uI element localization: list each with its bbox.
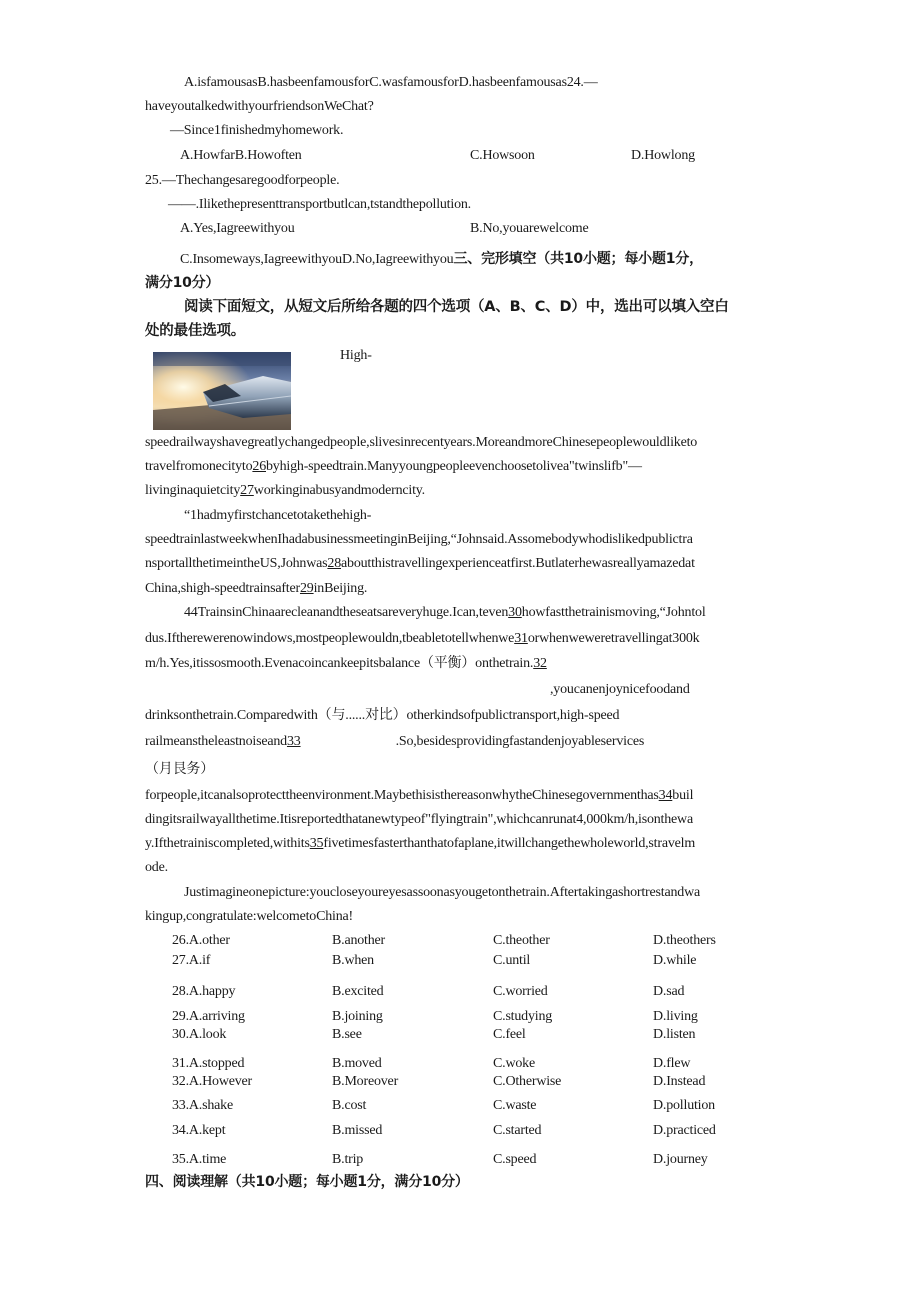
passage-text: dus.Iftherewerenowindows,mostpeoplewouldn,tbeabletotellwhenwe — [145, 631, 515, 646]
question-34-a[interactable]: 34.A.kept — [172, 1123, 226, 1138]
question-30-c[interactable]: C.feel — [493, 1027, 526, 1042]
q24-option-d: D.Howlong — [631, 148, 695, 163]
passage-text: m/h.Yes,itissosmooth.Evenacoincankeepitsbalance（平衡）onthetrain. — [145, 656, 534, 671]
passage-text: workinginabusyandmoderncity. — [253, 483, 425, 498]
question-28-d[interactable]: D.sad — [653, 984, 685, 999]
question-35-d[interactable]: D.journey — [653, 1152, 708, 1167]
section3-instruction-2: 处的最佳选项。 — [145, 323, 246, 339]
passage-text: railmeanstheleastnoiseand — [145, 734, 287, 749]
passage-line — [145, 733, 644, 751]
question-33-c[interactable]: C.waste — [493, 1098, 537, 1113]
question-32-b[interactable]: B.Moreover — [332, 1074, 399, 1089]
q25-option-cd-text: C.Insomeways,IagreewithyouD.No,Iagreewithyou — [180, 252, 454, 267]
q25-option-a: A.Yes,Iagreewithyou — [180, 221, 295, 236]
question-26-c[interactable]: C.theother — [493, 933, 550, 948]
question-30-b[interactable]: B.see — [332, 1027, 362, 1042]
passage-line: dingitsrailwayallthetime.Itisreportedthatanewtypeof"flyingtrain",whichcanrunat4,000km/h,isonthewa — [145, 812, 693, 827]
blank-28: 28 — [327, 556, 341, 571]
blank-29: 29 — [299, 581, 314, 596]
question-33-b[interactable]: B.cost — [332, 1098, 367, 1113]
passage-text: orwhenweweretravellingat300k — [527, 631, 700, 646]
blank-26: 26 — [252, 459, 266, 474]
question-30-a[interactable]: 30.A.look — [172, 1027, 227, 1042]
passage-text: livinginaquietcity — [145, 483, 241, 498]
question-33-a[interactable]: 33.A.shake — [172, 1098, 233, 1113]
q24-option-ab: A.HowfarB.Howoften — [180, 148, 302, 163]
question-26-b[interactable]: B.another — [332, 933, 386, 948]
question-26-a[interactable]: 26.A.other — [172, 933, 230, 948]
question-28-c[interactable]: C.worried — [493, 984, 548, 999]
question-29-d[interactable]: D.living — [653, 1009, 698, 1024]
passage-line — [145, 787, 693, 805]
question-31-d[interactable]: D.flew — [653, 1056, 691, 1071]
q23-options-text: A.isfamousasB.hasbeenfamousforC.wasfamousforD.hasbeenfamousas — [184, 75, 567, 90]
question-32-c[interactable]: C.Otherwise — [493, 1074, 562, 1089]
passage-text: forpeople,itcanalsoprotecttheenvironment.MaybethisisthereasonwhytheChinesegovernmenthas — [145, 788, 659, 803]
passage-text: 44TrainsinChinaarecleanandtheseatsareveryhuge.Ican,teven — [184, 605, 509, 620]
passage-text: aboutthistravellingexperienceatfirst.Butlaterhewasreallyamazedat — [341, 556, 695, 571]
question-27-d[interactable]: D.while — [653, 953, 697, 968]
passage-line — [184, 604, 706, 622]
q25-option-cd — [180, 250, 703, 269]
passage-line — [145, 555, 695, 573]
blank-30: 30 — [508, 605, 522, 620]
q23-options — [184, 74, 598, 92]
passage-line — [145, 458, 642, 476]
question-29-c[interactable]: C.studying — [493, 1009, 553, 1024]
high-speed-train-photo — [153, 352, 291, 430]
question-27-c[interactable]: C.until — [493, 953, 531, 968]
section3-instruction-1: 阅读下面短文，从短文后所给各题的四个选项（A、B、C、D）中，选出可以填入空白 — [184, 299, 729, 315]
question-31-a[interactable]: 31.A.stopped — [172, 1056, 245, 1071]
passage-text: fivetimesfasterthanthatofaplane,itwillchangethewholeworld,stravelm — [323, 836, 696, 851]
blank-33: 33 — [286, 734, 301, 749]
q25-question: 25.—Thechangesaregoodforpeople. — [145, 173, 340, 188]
q24-question: haveyoutalkedwithyourfriendsonWeChat? — [145, 99, 374, 114]
q25-answer: ——.Ilikethepresenttransportbutlcan,tstandthepollution. — [168, 197, 471, 212]
section3-title-cont: 满分10分） — [145, 275, 220, 291]
question-28-b[interactable]: B.excited — [332, 984, 384, 999]
passage-line — [145, 630, 699, 648]
passage-line — [145, 482, 425, 500]
passage-line — [145, 835, 695, 853]
passage-line — [145, 655, 547, 673]
q25-option-b: B.No,youarewelcome — [470, 221, 589, 236]
q24-number: 24.— — [566, 75, 598, 90]
passage-line: ,youcanenjoynicefoodand — [550, 682, 690, 697]
question-35-a[interactable]: 35.A.time — [172, 1152, 227, 1167]
passage-text: y.Ifthetrainiscompleted,withits — [145, 836, 310, 851]
question-34-b[interactable]: B.missed — [332, 1123, 383, 1138]
question-29-a[interactable]: 29.A.arriving — [172, 1009, 245, 1024]
question-35-b[interactable]: B.trip — [332, 1152, 364, 1167]
question-32-a[interactable]: 32.A.However — [172, 1074, 253, 1089]
question-35-c[interactable]: C.speed — [493, 1152, 537, 1167]
question-34-d[interactable]: D.practiced — [653, 1123, 716, 1138]
question-30-d[interactable]: D.listen — [653, 1027, 696, 1042]
question-26-d[interactable]: D.theothers — [653, 933, 716, 948]
blank-31: 31 — [514, 631, 528, 646]
passage-line: Justimagineonepicture:youcloseyoureyesassoonasyougetonthetrain.Aftertakingashortrestandwa — [184, 885, 700, 900]
passage-line: drinksonthetrain.Comparedwith（与......对比）otherkindsofpublictransport,high-speed — [145, 708, 620, 723]
passage-line: ode. — [145, 860, 168, 875]
passage-text: howfastthetrainismoving,“Johntol — [521, 605, 706, 620]
passage-high: High- — [340, 348, 372, 363]
train-illustration — [153, 352, 291, 430]
question-34-c[interactable]: C.started — [493, 1123, 542, 1138]
passage-text: .So,besidesprovidingfastandenjoyableservices — [395, 734, 645, 749]
passage-line: speedrailwayshavegreatlychangedpeople,slivesinrecentyears.MoreandmoreChinesepeoplewouldliketo — [145, 435, 698, 450]
passage-line: speedtrainlastweekwhenIhadabusinessmeetinginBeijing,“Johnsaid.Assomebodywhodislikedpublictra — [145, 532, 693, 547]
passage-text: nsportallthetimeintheUS,Johnwas — [145, 556, 328, 571]
section4-title: 四、阅读理解（共10小题；每小题1分，满分10分） — [145, 1174, 469, 1190]
question-31-b[interactable]: B.moved — [332, 1056, 382, 1071]
passage-text: inBeijing. — [313, 581, 368, 596]
q24-option-c: C.Howsoon — [470, 148, 535, 163]
passage-text: byhigh-speedtrain.Manyyoungpeopleevenchoosetolivea"twinslifb"— — [266, 459, 642, 474]
question-27-b[interactable]: B.when — [332, 953, 374, 968]
passage-text: China,shigh-speedtrainsafter — [145, 581, 300, 596]
blank-27: 27 — [240, 483, 254, 498]
q24-answer: —Since1finishedmyhomework. — [170, 123, 344, 138]
blank-35: 35 — [309, 836, 324, 851]
blank-34: 34 — [658, 788, 673, 803]
passage-line — [145, 580, 367, 598]
passage-text: travelfromonecityto — [145, 459, 253, 474]
question-27-a[interactable]: 27.A.if — [172, 953, 211, 968]
question-32-d[interactable]: D.Instead — [653, 1074, 706, 1089]
question-28-a[interactable]: 28.A.happy — [172, 984, 236, 999]
section3-title: 三、完形填空（共10小题；每小题1分， — [453, 251, 703, 267]
passage-line: “1hadmyfirstchancetotakethehigh- — [184, 508, 372, 523]
passage-line: kingup,congratulate:welcometoChina! — [145, 909, 353, 924]
question-29-b[interactable]: B.joining — [332, 1009, 383, 1024]
blank-32: 32 — [533, 656, 547, 671]
question-33-d[interactable]: D.pollution — [653, 1098, 715, 1113]
question-31-c[interactable]: C.woke — [493, 1056, 535, 1071]
passage-text: buil — [672, 788, 694, 803]
passage-line: （月艮务） — [145, 762, 214, 777]
